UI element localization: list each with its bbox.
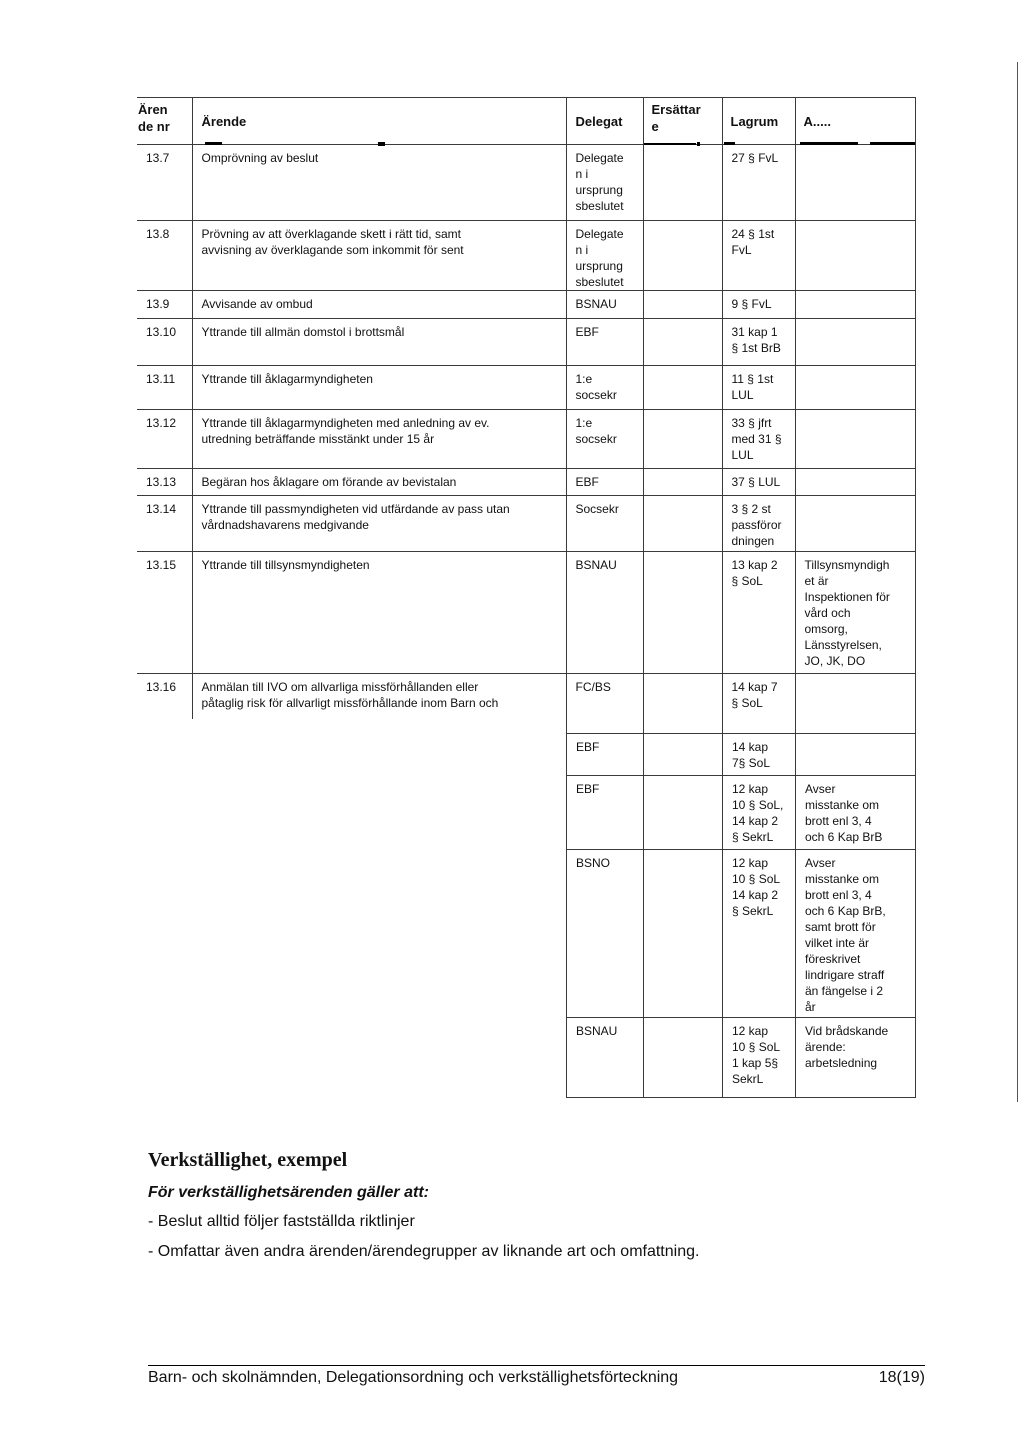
scan-mark <box>724 142 735 145</box>
section-heading: Verkställighet, exempel <box>148 1149 348 1171</box>
cell-ersattare <box>643 552 722 674</box>
table-header-row <box>137 98 915 145</box>
scan-mark <box>870 142 915 145</box>
table-row <box>137 469 915 496</box>
scan-mark <box>644 143 696 145</box>
cell-anmarkning <box>795 291 915 319</box>
cell-ersattare <box>643 410 722 469</box>
cell-nr: 13.8 <box>137 221 192 291</box>
cell-nr: 13.10 <box>137 319 192 366</box>
cell-lagrum: 14 kap 7 § SoL <box>722 674 795 734</box>
cell-lagrum: 37 § LUL <box>722 469 795 496</box>
cell-arende: Prövning av att överklagande skett i rätt tid, samt avvisning av överklagande som inkommit för sent <box>192 221 566 291</box>
delegation-table-continued <box>566 733 916 1098</box>
cell-anmarkning: Avser misstanke om brott enl 3, 4 och 6 Kap BrB <box>796 776 916 850</box>
cell-delegat: EBF <box>567 734 644 776</box>
header-ersattare: Ersättar e <box>643 98 722 145</box>
cell-nr: 13.12 <box>137 410 192 469</box>
cell-anmarkning <box>795 145 915 221</box>
cell-ersattare <box>643 496 722 552</box>
cell-ersattare <box>644 776 723 850</box>
cell-delegat: BSNAU <box>567 1018 644 1098</box>
header-anmarkning: A..... <box>795 98 915 145</box>
cell-arende: Omprövning av beslut <box>192 145 566 221</box>
cell-ersattare <box>643 366 722 410</box>
cell-anmarkning <box>795 366 915 410</box>
section-subheading: För verkställighetsärenden gäller att: <box>148 1184 429 1201</box>
cell-nr: 13.14 <box>137 496 192 552</box>
cell-anmarkning: Avser misstanke om brott enl 3, 4 och 6 Kap BrB, samt brott för vilket inte är föreskrivet lindrigare straff än fängelse i 2 år <box>796 850 916 1018</box>
cell-ersattare <box>643 291 722 319</box>
cell-anmarkning <box>795 496 915 552</box>
scan-mark <box>378 142 385 146</box>
cell-arende: Begäran hos åklagare om förande av bevistalan <box>192 469 566 496</box>
table-row <box>137 410 915 469</box>
footer-divider <box>148 1365 925 1366</box>
cell-lagrum: 27 § FvL <box>722 145 795 221</box>
table-row <box>137 221 915 291</box>
cell-anmarkning: Tillsynsmyndigh et är Inspektionen för vård och omsorg, Länsstyrelsen, JO, JK, DO <box>795 552 915 674</box>
cell-ersattare <box>644 734 723 776</box>
delegation-table <box>137 97 916 734</box>
footer-title: Barn- och skolnämnden, Delegationsordning och verkställighetsförteckning <box>148 1369 679 1386</box>
cell-anmarkning <box>795 410 915 469</box>
cell-ersattare <box>643 674 722 734</box>
cell-arende: Yttrande till allmän domstol i brottsmål <box>192 319 566 366</box>
cell-delegat: FC/BS <box>566 674 643 734</box>
bullet-item: - Omfattar även andra ärenden/ärendegrupper av liknande art och omfattning. <box>148 1243 700 1260</box>
table-row <box>567 776 916 850</box>
cell-nr: 13.16 <box>137 674 192 734</box>
header-lagrum: Lagrum <box>722 98 795 145</box>
table-row <box>137 366 915 410</box>
cell-nr: 13.15 <box>137 552 192 674</box>
scan-mask <box>130 719 566 741</box>
cell-lagrum: 14 kap 7§ SoL <box>723 734 796 776</box>
cell-nr: 13.11 <box>137 366 192 410</box>
cell-delegat: BSNO <box>567 850 644 1018</box>
cell-lagrum: 13 kap 2 § SoL <box>722 552 795 674</box>
cell-ersattare <box>643 319 722 366</box>
cell-anmarkning <box>795 469 915 496</box>
table-row <box>137 319 915 366</box>
cell-lagrum: 12 kap 10 § SoL 14 kap 2 § SekrL <box>723 850 796 1018</box>
cell-lagrum: 11 § 1st LUL <box>722 366 795 410</box>
scan-mark <box>697 142 700 146</box>
cell-arende: Yttrande till tillsynsmyndigheten <box>192 552 566 674</box>
cell-lagrum: 31 kap 1 § 1st BrB <box>722 319 795 366</box>
table-row <box>137 291 915 319</box>
cell-delegat: EBF <box>566 319 643 366</box>
cell-anmarkning <box>795 221 915 291</box>
cell-arende: Yttrande till passmyndigheten vid utfärdande av pass utan vårdnadshavarens medgivande <box>192 496 566 552</box>
cell-anmarkning <box>795 319 915 366</box>
cell-ersattare <box>643 469 722 496</box>
cell-ersattare <box>644 850 723 1018</box>
cell-lagrum: 24 § 1st FvL <box>722 221 795 291</box>
header-arende: Ärende <box>192 98 566 145</box>
cell-nr: 13.13 <box>137 469 192 496</box>
cell-delegat: Delegate n i ursprung sbeslutet <box>566 145 643 221</box>
header-delegat: Delegat <box>566 98 643 145</box>
cell-arende: Avvisande av ombud <box>192 291 566 319</box>
cell-delegat: EBF <box>567 776 644 850</box>
cell-delegat: BSNAU <box>566 291 643 319</box>
cell-anmarkning <box>795 674 915 734</box>
cell-lagrum: 12 kap 10 § SoL, 14 kap 2 § SekrL <box>723 776 796 850</box>
cell-anmarkning: Vid brådskande ärende: arbetsledning <box>796 1018 916 1098</box>
cell-arende: Anmälan till IVO om allvarliga missförhållanden eller påtaglig risk för allvarligt missförhållande inom Barn och <box>192 674 566 734</box>
cell-lagrum: 9 § FvL <box>722 291 795 319</box>
cell-delegat: Delegate n i ursprung sbeslutet <box>566 221 643 291</box>
cell-ersattare <box>644 1018 723 1098</box>
cell-delegat: BSNAU <box>566 552 643 674</box>
header-nr: Ären de nr <box>137 98 192 145</box>
cell-nr: 13.9 <box>137 291 192 319</box>
table-row <box>137 145 915 221</box>
cell-arende: Yttrande till åklagarmyndigheten <box>192 366 566 410</box>
table-row <box>567 1018 916 1098</box>
cell-delegat: EBF <box>566 469 643 496</box>
cell-ersattare <box>643 145 722 221</box>
cell-lagrum: 3 § 2 st passföror dningen <box>722 496 795 552</box>
table-row <box>137 496 915 552</box>
cell-arende: Yttrande till åklagarmyndigheten med anledning av ev. utredning beträffande misstänkt under 15 år <box>192 410 566 469</box>
scan-edge-line <box>1017 62 1018 1102</box>
cell-nr: 13.7 <box>137 145 192 221</box>
cell-delegat: 1:e socsekr <box>566 366 643 410</box>
table-row <box>567 734 916 776</box>
scan-mark <box>800 142 858 145</box>
cell-delegat: 1:e socsekr <box>566 410 643 469</box>
cell-delegat: Socsekr <box>566 496 643 552</box>
table-row <box>137 552 915 674</box>
page-number: 18(19) <box>878 1369 925 1386</box>
cell-lagrum: 12 kap 10 § SoL 1 kap 5§ SekrL <box>723 1018 796 1098</box>
bullet-item: - Beslut alltid följer fastställda riktlinjer <box>148 1213 415 1230</box>
table-row <box>567 850 916 1018</box>
scan-mark <box>205 142 222 145</box>
cell-ersattare <box>643 221 722 291</box>
cell-anmarkning <box>796 734 916 776</box>
cell-lagrum: 33 § jfrt med 31 § LUL <box>722 410 795 469</box>
